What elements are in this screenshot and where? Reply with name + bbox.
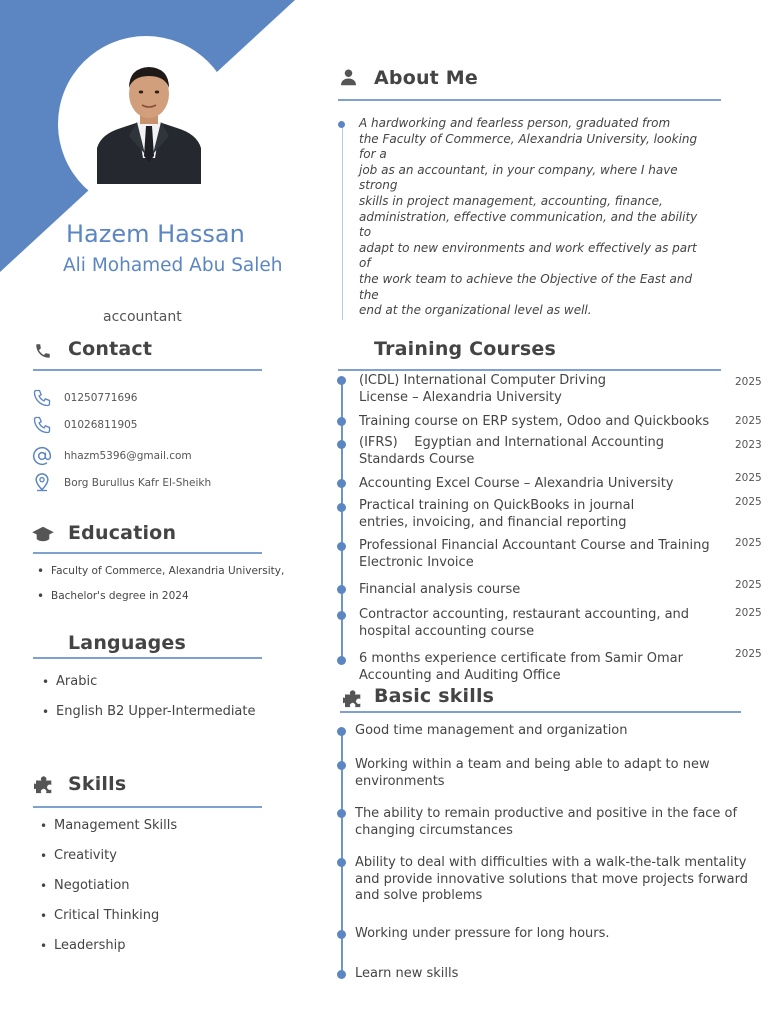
email-text[interactable]: hhazm5396@gmail.com xyxy=(64,450,192,462)
puzzle-icon xyxy=(343,690,365,708)
phone-icon xyxy=(34,342,52,360)
training-dot xyxy=(337,440,346,449)
contact-phone-2 xyxy=(32,414,138,436)
job-title: accountant xyxy=(103,309,182,325)
contact-heading: Contact xyxy=(68,338,153,360)
education-item: • Faculty of Commerce, Alexandria University, xyxy=(31,563,311,588)
skill-item: • Negotiation xyxy=(34,878,294,908)
about-rule xyxy=(338,99,721,101)
basic-skill-item: Good time management and organization xyxy=(355,723,628,738)
training-dot xyxy=(337,479,346,488)
training-year: 2025 xyxy=(735,472,762,484)
training-year: 2025 xyxy=(735,496,762,508)
at-sign-icon xyxy=(32,446,52,466)
about-heading: About Me xyxy=(374,67,478,89)
phone-1-text[interactable]: 01250771696 xyxy=(64,392,138,404)
training-item: 6 months experience certificate from Samir Omar Accounting and Auditing Office xyxy=(359,651,683,683)
skills-rule xyxy=(33,806,262,808)
skill-item: • Management Skills xyxy=(34,818,294,848)
training-year: 2025 xyxy=(735,376,762,388)
contact-address xyxy=(32,472,211,494)
training-item: (IFRS) Egyptian and International Accounting Standards Course xyxy=(359,435,665,467)
skill-item: • Critical Thinking xyxy=(34,908,294,938)
phone-outline-icon xyxy=(32,415,52,435)
languages-list xyxy=(36,674,296,734)
language-item: • Arabic xyxy=(36,674,296,704)
training-year: 2025 xyxy=(735,415,762,427)
puzzle-icon xyxy=(34,776,56,794)
basic-skill-dot xyxy=(337,970,346,979)
profile-photo xyxy=(95,62,203,184)
basic-skill-item: Working within a team and being able to adapt to new environments xyxy=(355,757,710,789)
contact-email xyxy=(32,445,192,467)
profile-first-name: Hazem Hassan xyxy=(66,220,245,248)
training-item: Financial analysis course xyxy=(359,582,521,597)
training-dot xyxy=(337,503,346,512)
training-item: Training course on ERP system, Odoo and Quickbooks xyxy=(359,414,710,429)
training-dot xyxy=(337,542,346,551)
training-heading: Training Courses xyxy=(374,338,556,360)
basic-skill-dot xyxy=(337,858,346,867)
languages-heading: Languages xyxy=(68,632,186,654)
education-heading: Education xyxy=(68,522,177,544)
skill-item: • Creativity xyxy=(34,848,294,878)
profile-full-name: Ali Mohamed Abu Saleh xyxy=(63,255,283,276)
basic-skill-item: Learn new skills xyxy=(355,966,459,981)
basic-skill-item: Ability to deal with difficulties with a walk-the-talk mentality and provide innovative solutions that move projects forward and solve problems xyxy=(355,855,749,903)
skill-item: • Leadership xyxy=(34,938,294,968)
skills-list xyxy=(34,818,294,968)
basic-skill-dot xyxy=(337,809,346,818)
basic-skill-item: The ability to remain productive and positive in the face of changing circumstances xyxy=(355,806,738,838)
location-pin-icon xyxy=(32,472,52,494)
training-year: 2023 xyxy=(735,439,762,451)
about-dot xyxy=(338,121,345,128)
phone-2-text[interactable]: 01026811905 xyxy=(64,419,138,431)
contact-rule xyxy=(33,369,262,371)
education-item: • Bachelor's degree in 2024 xyxy=(31,588,311,613)
skills-heading: Skills xyxy=(68,773,127,795)
training-dot xyxy=(337,656,346,665)
training-year: 2025 xyxy=(735,579,762,591)
training-dot xyxy=(337,611,346,620)
phone-outline-icon xyxy=(32,388,52,408)
training-dot xyxy=(337,585,346,594)
training-year: 2025 xyxy=(735,607,762,619)
training-rule xyxy=(338,369,721,371)
languages-rule xyxy=(33,657,262,659)
training-item: Contractor accounting, restaurant accounting, and hospital accounting course xyxy=(359,607,690,639)
training-dot xyxy=(337,376,346,385)
about-timeline xyxy=(342,124,343,320)
contact-phone-1 xyxy=(32,387,138,409)
training-year: 2025 xyxy=(735,648,762,660)
basic-skills-rule xyxy=(340,711,741,713)
address-text: Borg Burullus Kafr El-Sheikh xyxy=(64,477,212,489)
training-year: 2025 xyxy=(735,537,762,549)
about-text: A hardworking and fearless person, graduated from the Faculty of Commerce, Alexandria University, looking for a job as an accountant, in your company, where I have strong skills in project management, accounting, finance, administration, effective communication, and the ability to adapt to new environments and work effectively as part of the work team to achieve the Objective of the East and the end at the organizational level as well. xyxy=(359,116,698,318)
training-item: Professional Financial Accountant Course and Training Electronic Invoice xyxy=(359,538,710,570)
training-item: Practical training on QuickBooks in journal entries, invoicing, and financial reporting xyxy=(359,498,635,530)
basic-skill-dot xyxy=(337,930,346,939)
user-icon xyxy=(341,68,356,86)
basic-skill-item: Working under pressure for long hours. xyxy=(355,926,610,941)
education-list xyxy=(31,563,311,613)
training-item: (ICDL) International Computer Driving License – Alexandria University xyxy=(359,373,607,405)
education-rule xyxy=(33,552,262,554)
basic-skills-heading: Basic skills xyxy=(374,685,495,707)
basic-skill-dot xyxy=(337,761,346,770)
training-dot xyxy=(337,417,346,426)
training-item: Accounting Excel Course – Alexandria University xyxy=(359,476,674,491)
language-item: • English B2 Upper-Intermediate xyxy=(36,704,296,734)
basic-skill-dot xyxy=(337,727,346,736)
graduation-cap-icon xyxy=(32,525,54,543)
